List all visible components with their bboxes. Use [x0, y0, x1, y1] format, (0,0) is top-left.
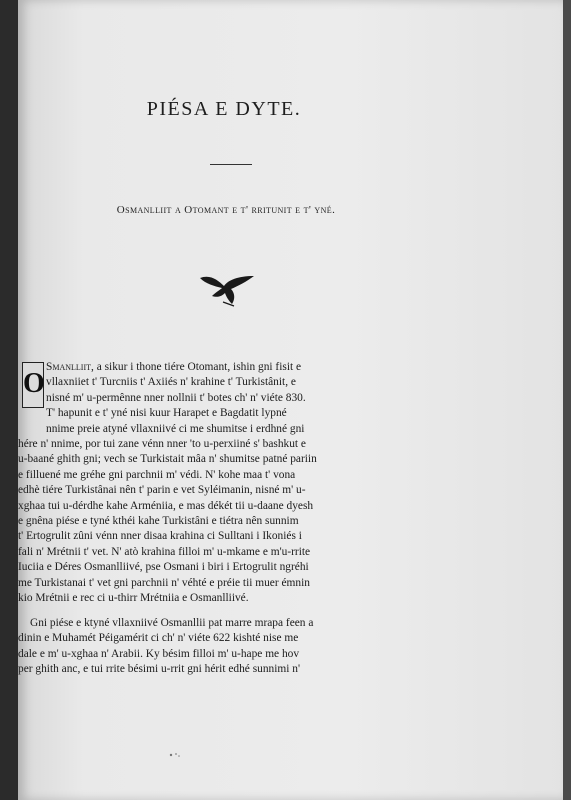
text-line: nnime preie atyné vllaxniivé ci me shumitse i erdhné gni [46, 422, 305, 435]
text-line: per ghith anc, e tui rrite bésimi u-rrit gni hérit edhé sunnimi n' [18, 663, 301, 676]
print-speck [168, 752, 182, 758]
bird-vignette-icon [198, 272, 256, 308]
text-line: edhè tiére Turkistânai nên t' parin e vet Syléimanin, nisné m' u- [18, 484, 306, 497]
text-line: t' Ertogrulit zûni vénn nner disaa krahina ci Sulltani i Ikoniés i [18, 530, 302, 543]
text-line: u-baané ghith gni; vech se Turkistait mâa n' shumitse patné pariin [18, 453, 317, 466]
text-line: kio Mrétnii e rec ci u-thirr Mrétniia e Osmanlliivé. [18, 592, 249, 604]
text-line: vllaxniiet t' Turcniis t' Axiiés n' krahine t' Turkistânit, e [46, 376, 296, 389]
chapter-subtitle: Osmanlliit a Otomant e t' rritunit e t' yné. [116, 204, 336, 216]
title-rule [210, 164, 252, 165]
text-line: dale e m' u-xghaa n' Arabii. Ky bésim filloi m' u-hape me hov [18, 647, 300, 660]
text-line: T' hapunit e t' yné nisi kuur Harapet e Bagdatit lypné [46, 407, 287, 420]
book-spine-shadow [563, 0, 571, 800]
text-line: xghaa tui u-dérdhe kahe Arméniia, e mas dékét tii u-daane dyesh [18, 499, 314, 512]
text-line: Gni piése e ktyné vllaxniivé Osmanllii pat marre mrapa feen a [30, 617, 314, 629]
text-line: e filluené me gréhe gni parchnii m' védi. N' kohe maa t' vona [18, 468, 296, 481]
text-line: dinin e Muhamét Péigamérit ci ch' n' viéte 622 kishté nise me [18, 632, 299, 645]
text-line: nisné m' u-permênne nner nollnii t' botes ch' n' viéte 830. [46, 391, 306, 404]
text-line: Smanlliit, a sikur i thone tiére Otomant, ishin gni fisit e [46, 361, 302, 373]
text-line: me Turkistanai t' vet gni parchnii n' véhté e préie tii muer émnin [18, 576, 310, 589]
text-line: e gnêna piése e tyné kthéi kahe Turkistâni e tiétra nên sunnim [18, 515, 299, 527]
text-line: Iuciia e Déres Osmanlliivé, pse Osmani i biri i Ertogrulit ngréhi [18, 561, 309, 574]
drop-cap-letter: O [23, 368, 45, 399]
page-title: PIÉSA E DYTE. [146, 98, 302, 120]
text-line: fali n' Mrétnii t' vet. N' atò krahina filloi m' u-mkame e m'u-rrite [18, 545, 311, 558]
drop-cap [22, 362, 44, 408]
text-line: hére n' nnime, por tui zane vénn nner 'to u-perxiiné s' bashkut e [18, 438, 306, 450]
